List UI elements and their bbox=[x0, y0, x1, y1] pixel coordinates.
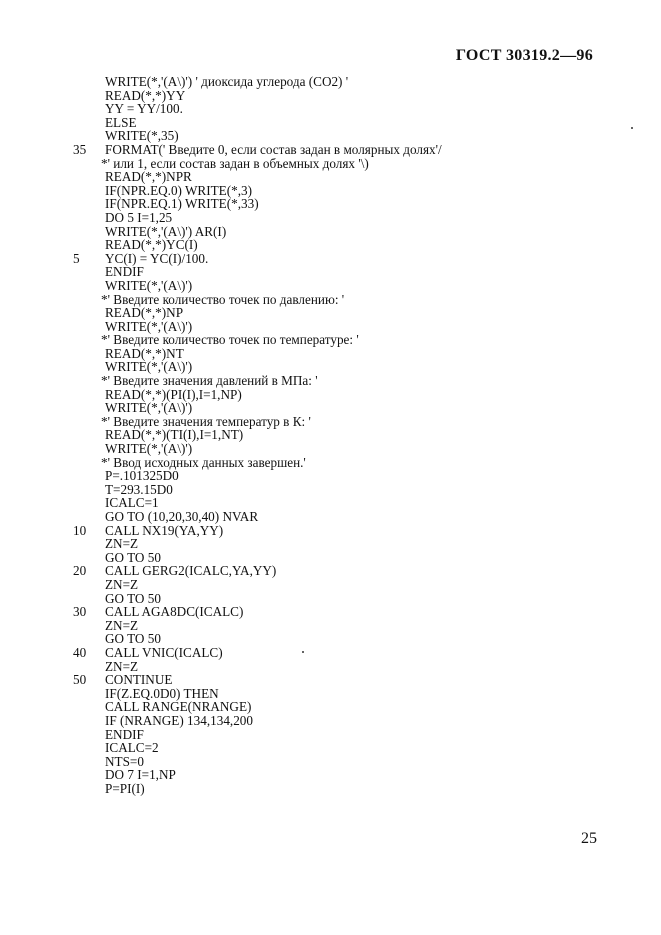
code-text: CALL RANGE(NRANGE) bbox=[105, 699, 252, 715]
code-text: IF(Z.EQ.0D0) THEN bbox=[105, 685, 219, 701]
code-text: *' Введите значения температур в К: ' bbox=[101, 413, 311, 429]
code-line bbox=[0, 537, 661, 551]
code-text: WRITE(*,'(A\)') bbox=[105, 277, 193, 293]
code-listing bbox=[0, 75, 661, 795]
code-text: DO 5 I=1,25 bbox=[105, 209, 173, 225]
code-line bbox=[0, 700, 661, 714]
code-line bbox=[0, 293, 661, 307]
code-line bbox=[0, 157, 661, 171]
code-text: ENDIF bbox=[105, 264, 144, 280]
code-line bbox=[0, 415, 661, 429]
code-text: READ(*,*)NT bbox=[105, 345, 184, 361]
statement-label: 40 bbox=[73, 644, 87, 660]
code-line bbox=[0, 347, 661, 361]
code-line bbox=[0, 660, 661, 674]
code-line bbox=[0, 619, 661, 633]
code-line bbox=[0, 306, 661, 320]
code-text: WRITE(*,'(A\)') bbox=[105, 359, 193, 375]
code-text: T=293.15D0 bbox=[105, 481, 173, 497]
code-line bbox=[0, 197, 661, 211]
code-line bbox=[0, 265, 661, 279]
code-line bbox=[0, 388, 661, 402]
code-text: WRITE(*,'(A\)') bbox=[105, 441, 193, 457]
code-line bbox=[0, 401, 661, 415]
code-text: GO TO 50 bbox=[105, 590, 161, 606]
code-text: ZN=Z bbox=[105, 658, 139, 674]
code-text: *' Ввод исходных данных завершен.' bbox=[101, 454, 306, 470]
statement-label: 50 bbox=[73, 672, 87, 688]
code-text: ZN=Z bbox=[105, 617, 139, 633]
code-line bbox=[0, 211, 661, 225]
code-line bbox=[0, 687, 661, 701]
code-text: *' Введите количество точек по давлению: ' bbox=[101, 291, 345, 307]
code-text: WRITE(*,35) bbox=[105, 128, 179, 144]
code-line bbox=[0, 768, 661, 782]
code-text: READ(*,*)YY bbox=[105, 87, 186, 103]
code-text: GO TO (10,20,30,40) NVAR bbox=[105, 509, 259, 524]
code-line bbox=[0, 483, 661, 497]
code-line bbox=[0, 279, 661, 293]
code-line bbox=[0, 320, 661, 334]
code-line bbox=[0, 578, 661, 592]
code-text: GO TO 50 bbox=[105, 549, 161, 565]
statement-label: 20 bbox=[73, 563, 87, 579]
code-line bbox=[0, 360, 661, 374]
code-line bbox=[0, 469, 661, 483]
code-text: WRITE(*,'(A\)') ' диоксида углерода (CO2) ' bbox=[105, 74, 349, 89]
code-text: P=.101325D0 bbox=[105, 468, 179, 484]
code-line bbox=[0, 673, 661, 687]
code-line bbox=[0, 225, 661, 239]
code-text: IF(NPR.EQ.1) WRITE(*,33) bbox=[105, 196, 259, 212]
code-text: ENDIF bbox=[105, 726, 144, 742]
code-text: WRITE(*,'(A\)') bbox=[105, 318, 193, 334]
code-text: READ(*,*)YC(I) bbox=[105, 237, 198, 253]
code-text: YC(I) = YC(I)/100. bbox=[105, 250, 209, 266]
code-line bbox=[0, 524, 661, 538]
statement-label: 10 bbox=[73, 522, 87, 538]
code-line bbox=[0, 646, 661, 660]
code-text: FORMAT(' Введите 0, если состав задан в молярных долях'/ bbox=[105, 141, 442, 157]
code-line bbox=[0, 184, 661, 198]
code-line bbox=[0, 102, 661, 116]
code-line bbox=[0, 89, 661, 103]
code-text: ICALC=1 bbox=[105, 495, 159, 511]
code-text: *' или 1, если состав задан в объемных долях '\) bbox=[101, 155, 369, 171]
code-line bbox=[0, 741, 661, 755]
code-text: CALL GERG2(ICALC,YA,YY) bbox=[105, 563, 277, 579]
code-line bbox=[0, 129, 661, 143]
code-text: YY = YY/100. bbox=[105, 101, 183, 117]
code-line bbox=[0, 510, 661, 524]
code-line bbox=[0, 374, 661, 388]
code-line bbox=[0, 428, 661, 442]
code-text: WRITE(*,'(A\)') AR(I) bbox=[105, 223, 227, 239]
code-line bbox=[0, 714, 661, 728]
code-text: READ(*,*)NPR bbox=[105, 169, 192, 185]
code-text: *' Введите количество точек по температуре: ' bbox=[101, 332, 359, 348]
code-line bbox=[0, 496, 661, 510]
code-line bbox=[0, 252, 661, 266]
code-line bbox=[0, 116, 661, 130]
scan-speck bbox=[302, 651, 304, 653]
code-line bbox=[0, 551, 661, 565]
statement-label: 5 bbox=[73, 250, 80, 266]
code-text: CALL VNIC(ICALC) bbox=[105, 644, 223, 660]
code-line bbox=[0, 605, 661, 619]
code-text: ELSE bbox=[105, 114, 137, 130]
code-line bbox=[0, 170, 661, 184]
code-line bbox=[0, 782, 661, 796]
code-line bbox=[0, 564, 661, 578]
code-line bbox=[0, 143, 661, 157]
code-text: NTS=0 bbox=[105, 753, 144, 769]
code-line bbox=[0, 442, 661, 456]
code-text: CONTINUE bbox=[105, 672, 173, 688]
code-text: WRITE(*,'(A\)') bbox=[105, 400, 193, 416]
code-line bbox=[0, 75, 661, 89]
code-text: CALL NX19(YA,YY) bbox=[105, 522, 224, 538]
code-text: READ(*,*)(TI(I),I=1,NT) bbox=[105, 427, 244, 443]
code-text: CALL AGA8DC(ICALC) bbox=[105, 604, 244, 620]
code-text: READ(*,*)NP bbox=[105, 305, 184, 321]
statement-label: 30 bbox=[73, 604, 87, 620]
code-line bbox=[0, 592, 661, 606]
code-text: IF (NRANGE) 134,134,200 bbox=[105, 712, 253, 728]
code-text: GO TO 50 bbox=[105, 631, 161, 647]
code-line bbox=[0, 456, 661, 470]
code-line bbox=[0, 755, 661, 769]
code-line bbox=[0, 238, 661, 252]
code-text: P=PI(I) bbox=[105, 780, 145, 796]
code-line bbox=[0, 632, 661, 646]
code-text: ZN=Z bbox=[105, 576, 139, 592]
code-text: READ(*,*)(PI(I),I=1,NP) bbox=[105, 386, 242, 402]
code-text: DO 7 I=1,NP bbox=[105, 767, 176, 783]
code-text: *' Введите значения давлений в МПа: ' bbox=[101, 373, 318, 389]
code-text: IF(NPR.EQ.0) WRITE(*,3) bbox=[105, 182, 253, 198]
code-line bbox=[0, 728, 661, 742]
page-number: 25 bbox=[581, 830, 597, 847]
code-text: ZN=Z bbox=[105, 536, 139, 552]
code-line bbox=[0, 333, 661, 347]
scan-speck bbox=[631, 127, 633, 129]
code-text: ICALC=2 bbox=[105, 740, 159, 756]
statement-label: 35 bbox=[73, 141, 87, 157]
document-title: ГОСТ 30319.2—96 bbox=[455, 47, 593, 64]
